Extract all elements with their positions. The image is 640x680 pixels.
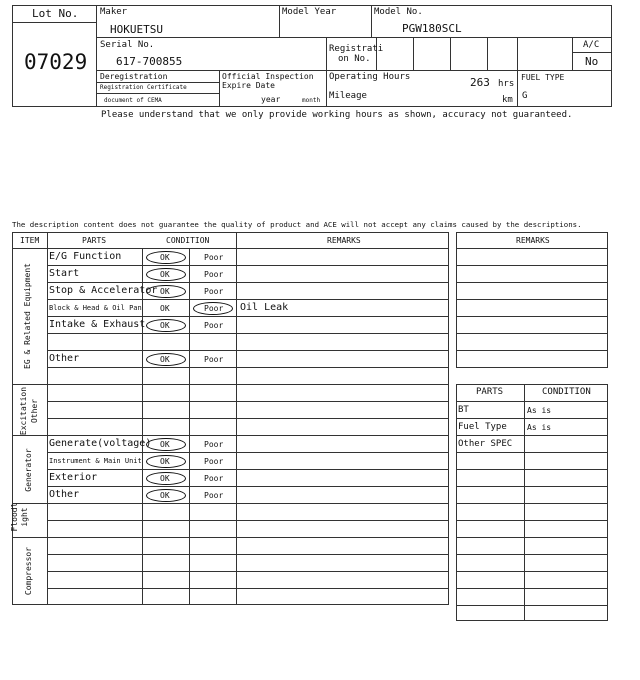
ok-circle-mark — [146, 319, 186, 332]
rule — [47, 588, 448, 589]
rule — [456, 384, 457, 620]
registration-certificate-label: Registration Certificate — [100, 84, 187, 91]
right-condition-header: CONDITION — [542, 387, 591, 397]
rule — [456, 452, 608, 453]
inspection-label-2: Expire Date — [222, 81, 275, 90]
rule — [47, 469, 448, 470]
rule — [376, 37, 377, 71]
mileage-label: Mileage — [329, 91, 367, 101]
maker-value: HOKUETSU — [110, 23, 163, 36]
item-header: ITEM — [20, 236, 40, 245]
rule — [96, 82, 219, 83]
rule — [47, 350, 448, 351]
section-excitation: Excitation — [19, 386, 28, 436]
rule — [456, 333, 608, 334]
rule — [12, 604, 449, 605]
part-label: E/G Function — [49, 251, 122, 262]
part-label: Instrument & Main Unit — [49, 457, 142, 465]
fuel-type-label: FUEL TYPE — [521, 73, 565, 82]
poor-option: Poor — [204, 270, 224, 279]
rule — [47, 367, 448, 368]
rule — [47, 316, 448, 317]
section-floodlight-2: ight — [20, 507, 29, 527]
rule — [47, 282, 448, 283]
part-label: Exterior — [49, 472, 98, 483]
remarks-header: REMARKS — [327, 236, 361, 245]
poor-option: Poor — [204, 355, 224, 364]
rule — [517, 37, 518, 107]
rule — [12, 22, 96, 23]
rule — [456, 316, 608, 317]
lot-label: Lot No. — [32, 7, 79, 20]
rule — [96, 93, 219, 94]
rule — [611, 5, 612, 107]
poor-option: Poor — [204, 457, 224, 466]
right-part-label: Other SPEC — [458, 439, 513, 449]
poor-option: Poor — [204, 474, 224, 483]
parts-header: PARTS — [82, 236, 107, 245]
model-no-label: Model No. — [374, 7, 423, 17]
part-label: Block & Head & Oil Pan — [49, 304, 142, 312]
rule — [456, 554, 608, 555]
rule — [96, 37, 326, 38]
rule — [456, 299, 608, 300]
ok-option: OK — [160, 253, 170, 262]
year-label: year — [261, 95, 281, 104]
right-parts-header: PARTS — [476, 387, 504, 397]
rule — [456, 503, 608, 504]
ok-circle-mark — [146, 353, 186, 366]
section-generator: Generator — [24, 448, 33, 492]
section-floodlight: Floodl — [10, 502, 19, 532]
poor-option: Poor — [204, 491, 224, 500]
rule — [47, 486, 448, 487]
ok-option: OK — [160, 457, 170, 466]
right-part-label: BT — [458, 405, 469, 415]
part-label: Intake & Exhaust — [49, 319, 146, 330]
rule — [607, 384, 608, 620]
serial-label: Serial No. — [100, 40, 155, 50]
rule — [96, 70, 612, 71]
poor-option: Poor — [204, 304, 224, 313]
rule — [326, 37, 612, 38]
section-excitation-other: Other — [30, 398, 39, 424]
poor-circle-mark — [193, 302, 233, 315]
deregistration-label: Deregistration — [100, 72, 168, 81]
ok-circle-mark — [146, 438, 186, 451]
rule — [487, 37, 488, 71]
rule — [456, 265, 608, 266]
ac-value: No — [585, 55, 599, 68]
rule — [47, 452, 448, 453]
rule — [456, 282, 608, 283]
rule — [456, 401, 608, 402]
inspection-label: Official Inspection — [222, 72, 314, 81]
section-eg-equipment: EG & Related Equipment — [23, 263, 32, 369]
rule — [572, 37, 573, 71]
serial-value: 617-700855 — [116, 55, 183, 68]
notice-text: Please understand that we only provide working hours as shown, accuracy not guaranteed. — [101, 110, 573, 120]
right-condition-value: As is — [527, 406, 552, 415]
rule — [371, 5, 372, 38]
rule — [456, 588, 608, 589]
registration-label-2: on No. — [338, 54, 371, 64]
ok-option: OK — [160, 321, 170, 330]
remark-text: Oil Leak — [240, 302, 289, 313]
rule — [47, 571, 448, 572]
ok-circle-mark — [146, 455, 186, 468]
lot-number: 07029 — [24, 50, 88, 74]
rule — [456, 469, 608, 470]
rule — [12, 5, 13, 107]
registration-label: Registrati — [329, 44, 384, 54]
rule — [456, 605, 608, 606]
section-compressor: Compressor — [24, 546, 33, 596]
ok-option: OK — [160, 491, 170, 500]
rule — [12, 537, 449, 538]
rule — [413, 37, 414, 71]
ok-circle-mark — [146, 472, 186, 485]
disclaimer-text: The description content does not guarantee the quality of product and ACE will not accept any claims caused by the descriptions. — [12, 220, 582, 229]
rule — [326, 37, 327, 107]
cema-label: document of CEMA — [104, 97, 162, 104]
right-condition-value: As is — [527, 423, 552, 432]
hrs-unit: hrs — [498, 79, 515, 89]
poor-option: Poor — [204, 440, 224, 449]
rule — [456, 620, 608, 621]
ok-option: OK — [160, 270, 170, 279]
poor-option: Poor — [204, 321, 224, 330]
rule — [12, 5, 612, 6]
operating-hours-label: Operating Hours — [329, 72, 411, 82]
rule — [456, 232, 608, 233]
rule — [47, 265, 448, 266]
rule — [47, 401, 448, 402]
ok-option: OK — [160, 355, 170, 364]
rule — [219, 70, 220, 107]
ok-option: OK — [160, 440, 170, 449]
poor-option: Poor — [204, 253, 224, 262]
rule — [12, 384, 449, 385]
rule — [47, 520, 448, 521]
rule — [456, 384, 608, 385]
rule — [96, 5, 97, 107]
part-label: Stop & Accelerator — [49, 285, 158, 296]
km-unit: km — [502, 95, 513, 105]
rule — [456, 350, 608, 351]
right-part-label: Fuel Type — [458, 422, 507, 432]
ok-option: OK — [160, 474, 170, 483]
rule — [572, 52, 612, 53]
rule — [12, 435, 449, 436]
rule — [279, 5, 280, 38]
month-label: month — [302, 97, 321, 104]
rule — [456, 520, 608, 521]
rule — [456, 248, 608, 249]
part-label: Generate(voltage) — [49, 438, 152, 449]
rule — [456, 537, 608, 538]
model-no-value: PGW180SCL — [402, 22, 462, 35]
poor-option: Poor — [204, 287, 224, 296]
rule — [12, 248, 449, 249]
rule — [142, 248, 143, 605]
ok-circle-mark — [146, 489, 186, 502]
rule — [47, 554, 448, 555]
ok-option: OK — [160, 287, 170, 296]
rule — [456, 367, 608, 368]
rule — [456, 418, 608, 419]
rule — [456, 571, 608, 572]
rule — [47, 299, 448, 300]
rule — [12, 232, 13, 605]
right-remarks-header: REMARKS — [516, 236, 550, 245]
rule — [189, 248, 190, 605]
ok-circle-mark — [146, 251, 186, 264]
model-year-label: Model Year — [282, 7, 337, 17]
rule — [450, 37, 451, 71]
part-label: Other — [49, 489, 80, 500]
rule — [12, 106, 612, 107]
rule — [12, 232, 449, 233]
ok-circle-mark — [146, 268, 186, 281]
ok-circle-mark — [146, 285, 186, 298]
rule — [456, 435, 608, 436]
rule — [47, 418, 448, 419]
condition-header: CONDITION — [166, 236, 210, 245]
part-label: Start — [49, 268, 80, 279]
ac-label: A/C — [583, 40, 600, 50]
rule — [47, 333, 448, 334]
ok-option: OK — [160, 304, 170, 313]
rule — [524, 384, 525, 620]
rule — [448, 232, 449, 605]
maker-label: Maker — [100, 7, 128, 17]
rule — [456, 486, 608, 487]
fuel-type-value: G — [522, 91, 528, 101]
operating-hours-value: 263 — [470, 76, 490, 89]
part-label: Other — [49, 353, 80, 364]
rule — [12, 503, 449, 504]
